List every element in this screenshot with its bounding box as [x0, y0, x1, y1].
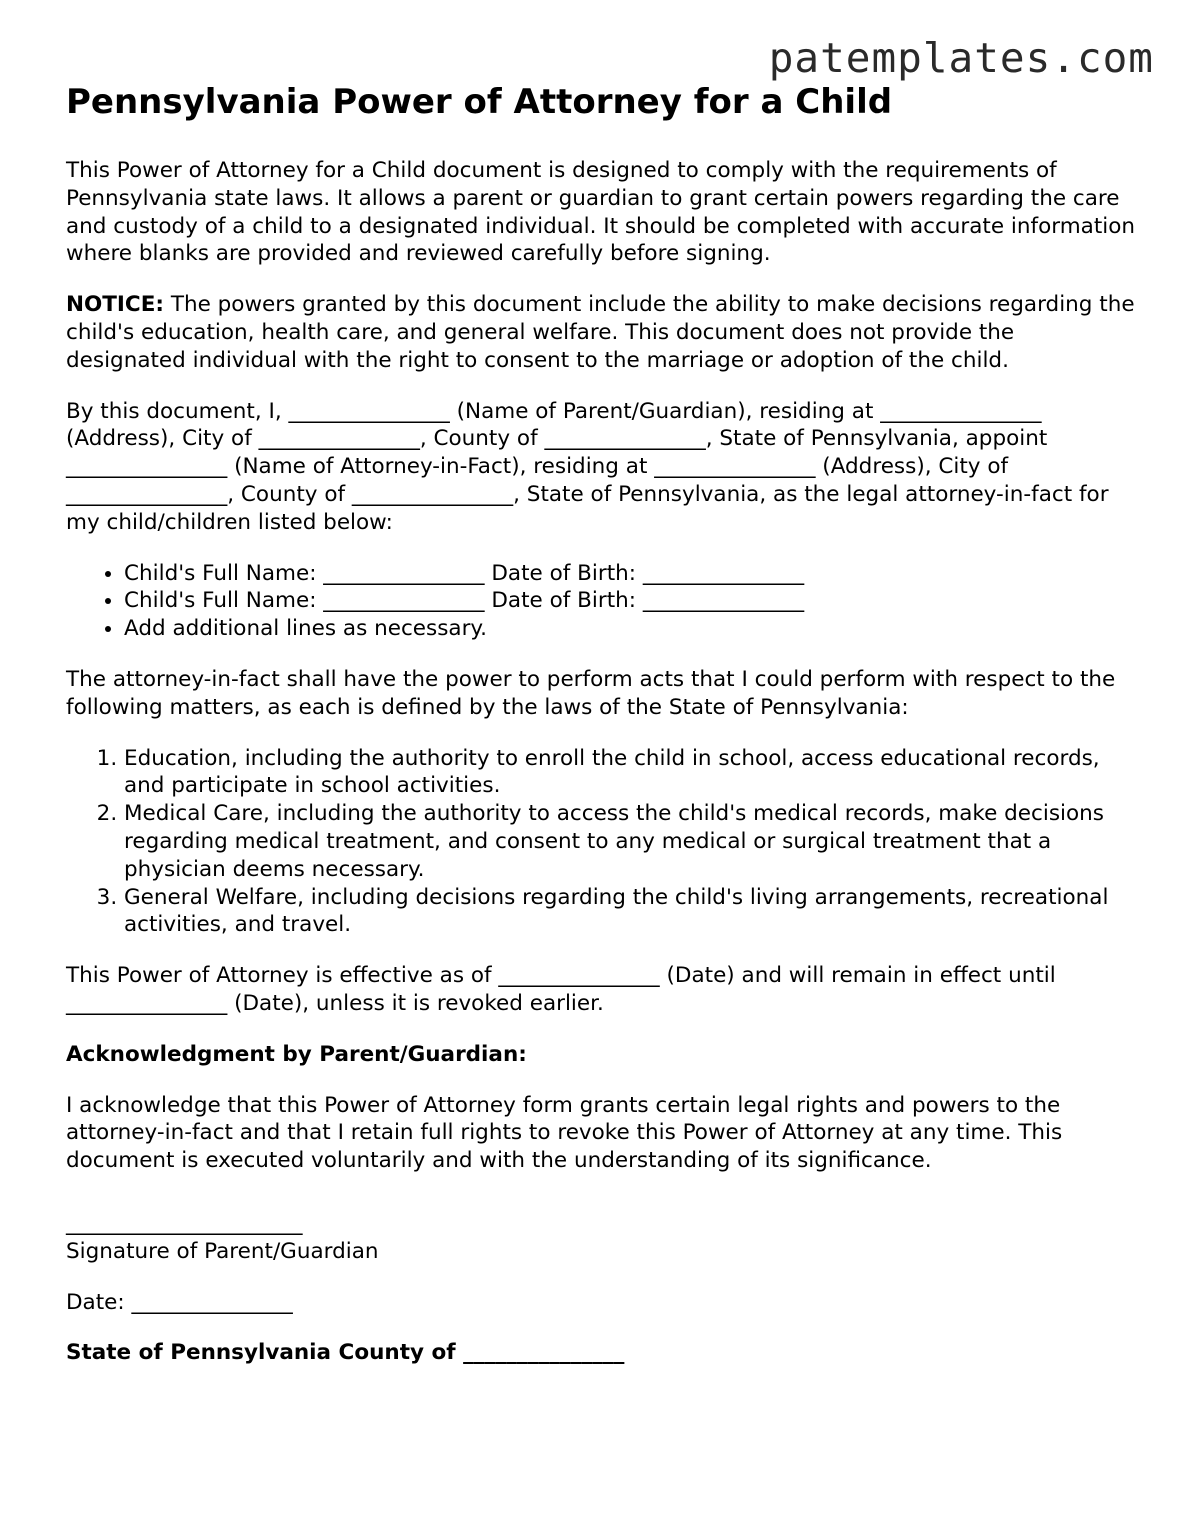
- document-body: [66, 82, 1136, 1390]
- acknowledgment-heading: Acknowledgment by Parent/Guardian:: [66, 1041, 527, 1067]
- effective-paragraph: This Power of Attorney is effective as of _______________ (Date) and will remain in effect until _______________ (Date), unless it is revoked earlier.: [66, 963, 1056, 1016]
- intro-paragraph: This Power of Attorney for a Child document is designed to comply with the requirements of Pennsylvania state laws. It allows a parent or guardian to grant certain powers regarding the care and custody of a child to a designated individual. It should be completed with accurate information where blanks are provided and reviewed carefully before signing.: [66, 158, 1136, 267]
- list-item: 3. General Welfare, including decisions regarding the child's living arrangements, recreational activities, and travel.: [124, 884, 1136, 940]
- notice-label: NOTICE:: [66, 292, 164, 318]
- state-county-line: State of Pennsylvania County of _______________: [66, 1340, 625, 1366]
- children-list: [66, 560, 1136, 643]
- list-item: • Add additional lines as necessary.: [124, 615, 1136, 643]
- page-title: Pennsylvania Power of Attorney for a Child: [66, 82, 893, 122]
- list-item: 1. Education, including the authority to enroll the child in school, access educational records, and participate in school activities.: [124, 745, 1136, 801]
- powers-intro: The attorney-in-fact shall have the power to perform acts that I could perform with respect to the following matters, as each is defined by the laws of the State of Pennsylvania:: [66, 666, 1116, 720]
- list-item: • Child's Full Name: _______________ Date of Birth: _______________: [124, 587, 1136, 615]
- appointment-paragraph: By this document, I, _______________ (Name of Parent/Guardian), residing at _______________ (Address), City of _______________, County of _______________, State of Pennsylvania, appoint _______________ (Name of Attorney-in-Fact), residing at _______________ (Address), City of _______________, County of _______________, State of Pennsylvania, as the legal attorney-in-fact for my child/children listed below:: [66, 398, 1109, 535]
- acknowledgment-paragraph: I acknowledge that this Power of Attorney form grants certain legal rights and powers to the attorney-in-fact and that I retain full rights to revoke this Power of Attorney at any time. This document is executed voluntarily and with the understanding of its significance.: [66, 1092, 1063, 1174]
- date-line: Date: _______________: [66, 1289, 293, 1315]
- list-item: • Child's Full Name: _______________ Date of Birth: _______________: [124, 560, 1136, 588]
- list-item: 2. Medical Care, including the authority to access the child's medical records, make decisions regarding medical treatment, and consent to any medical or surgical treatment that a physician deems necessary.: [124, 800, 1136, 883]
- notice-paragraph: [66, 291, 1136, 374]
- signature-label: Signature of Parent/Guardian: [66, 1238, 379, 1264]
- watermark: patemplates.com: [768, 34, 1154, 82]
- signature-line: ______________________: [66, 1210, 303, 1236]
- notice-text: The powers granted by this document include the ability to make decisions regarding the child's education, health care, and general welfare. This document does not provide the designated individual with the right to consent to the marriage or adoption of the child.: [66, 292, 1135, 373]
- powers-list: [66, 745, 1136, 940]
